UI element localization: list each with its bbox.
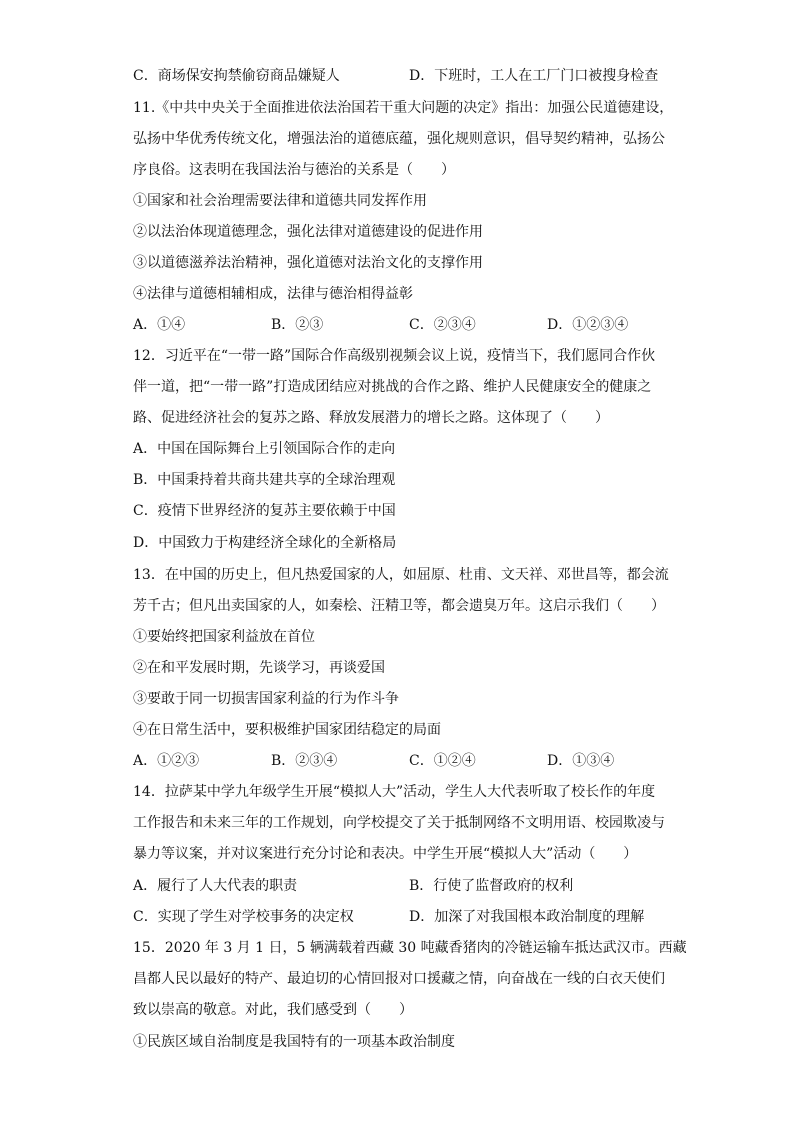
q14-option-c: C．实现了学生对学校事务的决定权 [133,909,354,925]
q13-option-d: D．①③④ [547,753,615,769]
q14-option-a: A．履行了人大代表的职责 [133,878,298,894]
q11-option-d: D．①②③④ [547,317,629,333]
q12-stem-line-1: 12．习近平在“一带一路”国际合作高级别视频会议上说，疫情当下，我们愿同合作伙 [133,348,656,364]
q10-option-d: D．下班时，工人在工厂门口被搜身检查 [409,68,659,84]
q15-stem-line-1: 15．2020 年 3 月 1 日，5 辆满载着西藏 30 吨藏香猪肉的冷链运输车抵达武汉市。西藏 [133,940,687,956]
q13-option-a: A．①②③ [133,753,200,769]
q12-option-b: B．中国秉持着共商共建共享的全球治理观 [133,472,396,488]
q12-option-c: C．疫情下世界经济的复苏主要依赖于中国 [133,503,396,519]
q10-option-c: C．商场保安拘禁偷窃商品嫌疑人 [133,68,340,84]
q11-item-4: ④法律与道德相辅相成，法律与德治相得益彰 [133,286,413,302]
q14-option-b: B．行使了监督政府的权利 [409,878,574,894]
q12-stem-line-3: 路、促进经济社会的复苏之路、释放发展潜力的增长之路。这体现了（ ） [133,410,609,426]
q11-option-b: B．②③ [271,317,324,333]
q14-stem-line-3: 暴力等议案，并对议案进行充分讨论和表决。中学生开展“模拟人大”活动（ ） [133,846,638,862]
q15-stem-line-2: 昌都人民以最好的特产、最迫切的心情回报对口援藏之情，向奋战在一线的白衣天使们 [133,971,665,987]
q15-item-1: ①民族区域自治制度是我国特有的一项基本政治制度 [133,1034,455,1050]
q11-item-3: ③以道德滋养法治精神，强化道德对法治文化的支撑作用 [133,255,483,271]
q14-stem-line-2: 工作报告和未来三年的工作规划，向学校提交了关于抵制网络不文明用语、校园欺凌与 [133,815,665,831]
q11-item-2: ②以法治体现道德理念，强化法律对道德建设的促进作用 [133,224,483,240]
q12-option-d: D．中国致力于构建经济全球化的全新格局 [133,535,397,551]
q12-option-a: A．中国在国际舞台上引领国际合作的走向 [133,441,396,457]
q15-stem-line-3: 致以崇高的敬意。对此，我们感受到（ ） [133,1002,413,1018]
q13-option-b: B．②③④ [271,753,338,769]
q14-stem-line-1: 14．拉萨某中学九年级学生开展“模拟人大”活动，学生人大代表听取了校长作的年度 [133,784,656,800]
q11-item-1: ①国家和社会治理需要法律和道德共同发挥作用 [133,193,427,209]
q13-stem-line-2: 芳千古；但凡出卖国家的人，如秦桧、汪精卫等，都会遗臭万年。这启示我们（ ） [133,598,665,614]
q13-item-4: ④在日常生活中，要积极维护国家团结稳定的局面 [133,722,441,738]
q11-stem-line-1: 11.《中共中央关于全面推进依法治国若干重大问题的决定》指出：加强公民道德建设， [133,100,674,116]
q13-item-2: ②在和平发展时期，先谈学习，再谈爱国 [133,660,385,676]
q13-item-3: ③要敢于同一切损害国家利益的行为作斗争 [133,691,399,707]
q11-stem-line-2: 弘扬中华优秀传统文化，增强法治的道德底蕴，强化规则意识，倡导契约精神，弘扬公 [133,131,665,147]
q11-option-c: C．②③④ [409,317,476,333]
q11-stem-line-3: 序良俗。这表明在我国法治与德治的关系是（ ） [133,162,455,178]
q13-option-c: C．①②④ [409,753,476,769]
q13-item-1: ①要始终把国家利益放在首位 [133,629,315,645]
q14-option-d: D．加深了对我国根本政治制度的理解 [409,909,645,925]
q12-stem-line-2: 伴一道，把“一带一路”打造成团结应对挑战的合作之路、维护人民健康安全的健康之 [133,379,652,395]
q11-option-a: A．①④ [133,317,186,333]
q13-stem-line-1: 13．在中国的历史上，但凡热爱国家的人，如屈原、杜甫、文天祥、邓世昌等，都会流 [133,567,669,583]
